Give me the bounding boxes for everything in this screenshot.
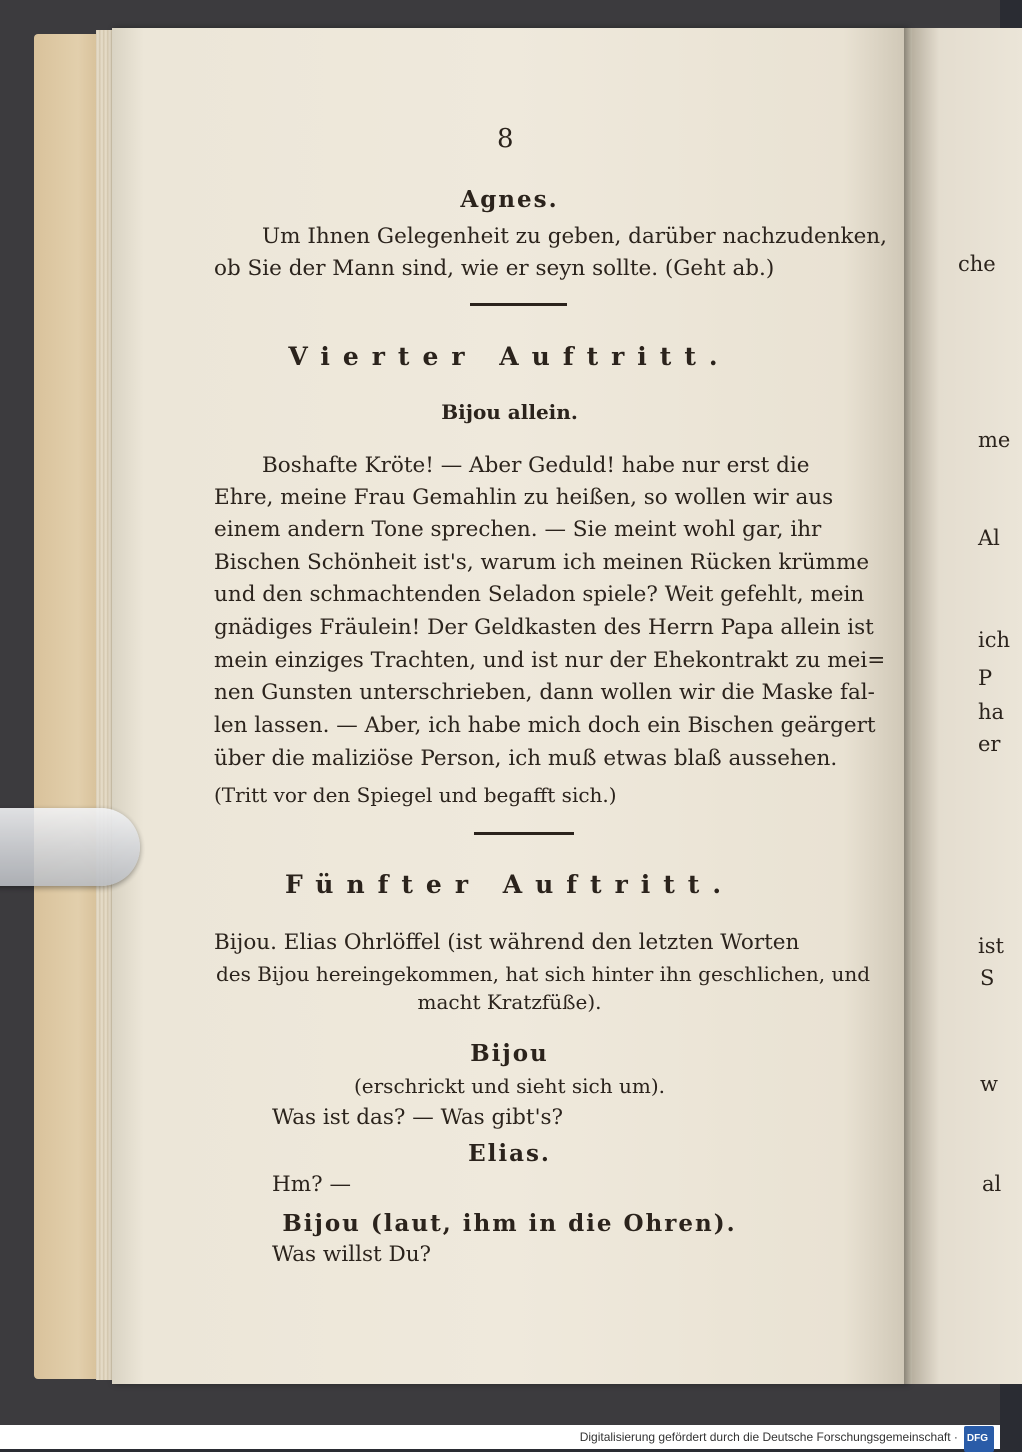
text-line: Um Ihnen Gelegenheit zu geben, darüber nachzudenken,: [262, 224, 887, 249]
text-line: nen Gunsten unterschrieben, dann wollen wir die Maske fal-: [214, 680, 875, 705]
margin-fragment: S: [980, 966, 995, 990]
cast-line: des Bijou hereingekommen, hat sich hinter ihn geschlichen, und: [216, 962, 871, 986]
margin-fragment: al: [982, 1172, 1002, 1196]
page-number: 8: [497, 124, 514, 154]
text-line: einem andern Tone sprechen. — Sie meint wohl gar, ihr: [214, 517, 822, 542]
speaker-bijou-2: Bijou (laut, ihm in die Ohren).: [282, 1210, 737, 1237]
stage-direction: (erschrickt und sieht sich um).: [353, 1074, 665, 1098]
dialog-line: Was ist das? — Was gibt's?: [272, 1105, 564, 1130]
right-page: [912, 28, 1022, 1384]
text-line: über die maliziöse Person, ich muß etwas blaß aussehen.: [214, 746, 838, 771]
text-line: len lassen. — Aber, ich habe mich doch ein Bischen geärgert: [214, 713, 876, 738]
stage-direction: (Tritt vor den Spiegel und begafft sich.): [214, 783, 617, 807]
text-line: und den schmachtenden Seladon spiele? Weit gefehlt, mein: [214, 582, 865, 607]
text-line: gnädiges Fräulein! Der Geldkasten des Herrn Papa allein ist: [214, 615, 874, 640]
cast-line: Bijou. Elias Ohrlöffel (ist während den letzten Worten: [214, 930, 800, 955]
margin-fragment: er: [978, 732, 1001, 756]
dfg-logo: DFG: [964, 1426, 994, 1452]
dialog-line: Was willst Du?: [272, 1242, 432, 1267]
cast-line: macht Kratzfüße).: [417, 990, 602, 1014]
margin-fragment: ist: [978, 934, 1004, 958]
margin-fragment: me: [978, 428, 1011, 452]
margin-fragment: ich: [978, 628, 1011, 652]
footer-bar: [0, 1425, 1000, 1449]
footer-text: Digitalisierung gefördert durch die Deutsche Forschungsgemeinschaft ·: [579, 1430, 958, 1444]
margin-fragment: che: [958, 252, 996, 276]
scene-subheading: Bijou allein.: [441, 400, 578, 424]
text-line: Boshafte Kröte! — Aber Geduld! habe nur erst die: [262, 453, 810, 478]
margin-fragment: P: [978, 666, 993, 690]
divider-rule: [474, 832, 574, 835]
margin-fragment: ha: [978, 700, 1005, 724]
scene-heading-4: Vierter Auftritt.: [288, 342, 731, 371]
divider-rule: [470, 303, 567, 306]
speaker-elias: Elias.: [468, 1140, 551, 1167]
speaker-bijou: Bijou: [470, 1040, 549, 1067]
text-line: mein einziges Trachten, und ist nur der Ehekontrakt zu mei=: [214, 648, 886, 673]
margin-fragment: Al: [978, 526, 1000, 550]
speaker-agnes: Agnes.: [460, 186, 559, 213]
margin-fragment: w: [980, 1072, 998, 1096]
dialog-line: Hm? —: [272, 1172, 351, 1197]
scene-heading-5: Fünfter Auftritt.: [284, 870, 735, 899]
text-line: ob Sie der Mann sind, wie er seyn sollte. (Geht ab.): [214, 256, 775, 281]
text-line: Bischen Schönheit ist's, warum ich meinen Rücken krümme: [214, 550, 870, 575]
text-line: Ehre, meine Frau Gemahlin zu heißen, so wollen wir aus: [214, 485, 834, 510]
